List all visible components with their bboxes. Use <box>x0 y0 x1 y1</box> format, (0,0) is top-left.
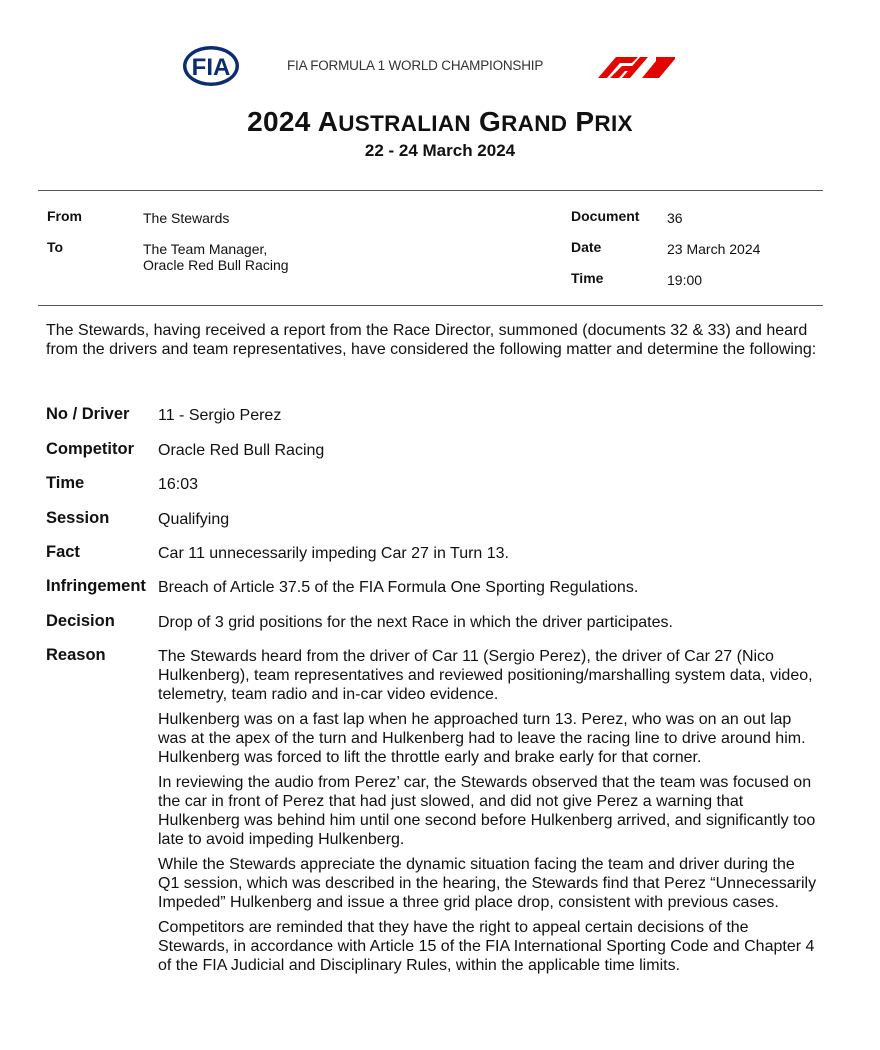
reason-paragraph: The Stewards heard from the driver of Car 11 (Sergio Perez), the driver of Car 27 (Nico Hulkenberg), team representatives and reviewed positioning/marshalling system data, video, telemetry, team radio and in-car video evidence. <box>158 648 813 703</box>
time-label: Time <box>571 270 604 286</box>
decision-value: Drop of 3 grid positions for the next Race in which the driver participates. <box>158 614 673 631</box>
session-label: Session <box>46 509 110 527</box>
to-label: To <box>47 239 64 255</box>
to-value-line2: Oracle Red Bull Racing <box>143 257 289 273</box>
infringement-value: Breach of Article 37.5 of the FIA Formula One Sporting Regulations. <box>158 579 639 596</box>
from-value: The Stewards <box>143 210 230 226</box>
document-number: 36 <box>667 210 683 226</box>
fact-value: Car 11 unnecessarily impeding Car 27 in Turn 13. <box>158 545 509 562</box>
competitor-label: Competitor <box>46 440 134 458</box>
incident-time-label: Time <box>46 474 85 492</box>
fia-logo-text: FIA <box>191 54 231 81</box>
from-label: From <box>47 208 82 224</box>
reason-label: Reason <box>46 646 106 664</box>
reason-paragraph: In reviewing the audio from Perez’ car, the Stewards observed that the team was focused on the car in front of Perez that had just slowed, and did not give Perez a warning that Hulkenberg was behind him until one second before Hulkenberg arrived, and significantly too late to avoid impeding Hulkenberg. <box>158 774 816 848</box>
date-label: Date <box>571 239 602 255</box>
to-value-line1: The Team Manager, <box>143 241 268 257</box>
infringement-label: Infringement <box>46 577 146 595</box>
event-dates: 22 - 24 March 2024 <box>364 141 516 160</box>
reason-paragraph: While the Stewards appreciate the dynamic situation facing the team and driver during the Q1 session, which was described in the hearing, the Stewards find that Perez “Unnecessarily Impeded” Hulkenberg and issue a three grid place drop, consistent with previous cases. <box>158 856 817 911</box>
time-value: 19:00 <box>667 272 703 288</box>
session-value: Qualifying <box>158 511 230 528</box>
decision-label: Decision <box>46 612 115 630</box>
championship-name: FIA FORMULA 1 WORLD CHAMPIONSHIP <box>287 58 544 73</box>
reason-paragraph: Competitors are reminded that they have the right to appeal certain decisions of the Stewards, in accordance with Article 15 of the FIA International Sporting Code and Chapter 4 of the FIA Judicial and Disciplinary Rules, within the applicable time limits. <box>158 919 815 974</box>
bottom-divider <box>38 305 823 306</box>
competitor-value: Oracle Red Bull Racing <box>158 442 325 459</box>
intro-paragraph: The Stewards, having received a report from the Race Director, summoned (documents 32 & 33) and heard from the drivers and team representatives, have considered the following matter and determine the following: <box>46 322 817 358</box>
document-label: Document <box>571 208 640 224</box>
top-divider <box>38 190 823 191</box>
driver-value: 11 - Sergio Perez <box>158 407 282 424</box>
event-title: 2024 AUSTRALIAN GRAND PRIX <box>247 106 633 137</box>
f1-logo-icon <box>598 52 678 78</box>
fact-label: Fact <box>46 543 80 561</box>
driver-label: No / Driver <box>46 405 130 423</box>
reason-paragraph: Hulkenberg was on a fast lap when he approached turn 13. Perez, who was on an out lap was at the apex of the turn and Hulkenberg had to leave the racing line to drive around him. Hulkenberg was forced to lift the throttle early and brake early for that corner. <box>158 711 806 766</box>
reason-body <box>158 647 818 981</box>
incident-time-value: 16:03 <box>158 476 199 493</box>
date-value: 23 March 2024 <box>667 241 761 257</box>
fia-logo-icon <box>181 44 241 88</box>
document-header <box>0 42 880 92</box>
